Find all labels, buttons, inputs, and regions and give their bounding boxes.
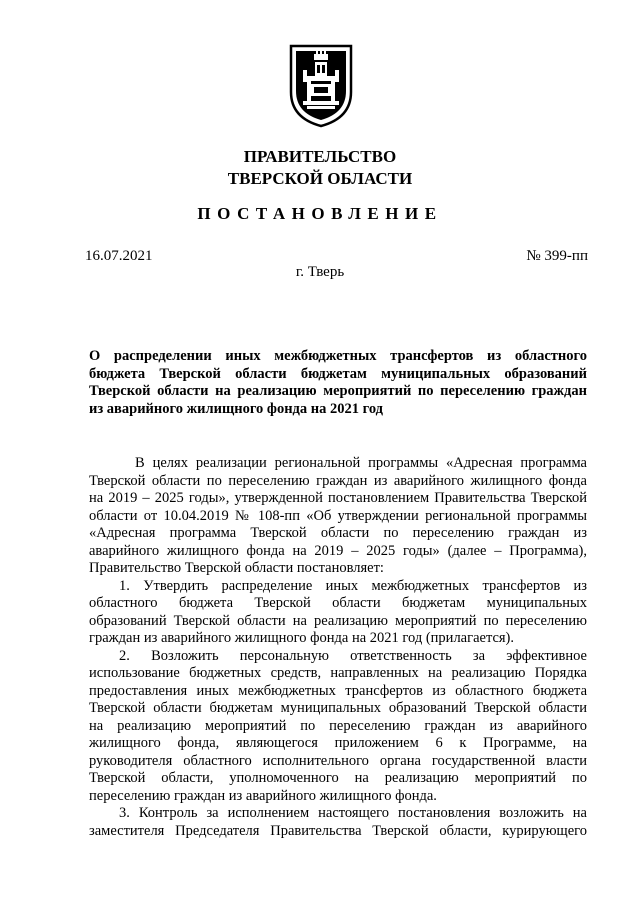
body-line: переселению граждан из аварийного жилищного фонда. <box>89 787 437 804</box>
document-body <box>89 455 587 840</box>
body-line: предоставления иных межбюджетных трансфертов из областного бюджета <box>89 682 587 699</box>
tver-coat-of-arms-icon <box>285 40 357 128</box>
body-line: на 2019 – 2025 годы», утвержденной постановлением Правительства Тверской <box>89 490 587 506</box>
org-line-1: ПРАВИТЕЛЬСТВО <box>243 147 397 166</box>
body-line: 2. Возложить персональную ответственность за эффективное <box>119 647 587 664</box>
document-city: г. Тверь <box>295 264 345 280</box>
body-line: Тверской области бюджетам муниципальных образований Тверской области <box>89 700 587 716</box>
body-line: области от 10.04.2019 № 108-пп «Об утверждении региональной программы <box>89 507 587 524</box>
body-line: областного бюджета Тверской области бюджетам муниципальных <box>89 595 587 611</box>
document-type: ПОСТАНОВЛЕНИЕ <box>197 204 443 223</box>
document-heading <box>89 348 587 418</box>
body-line: заместителя Председателя Правительства Тверской области, курирующего <box>89 822 587 839</box>
org-line-2: ТВЕРСКОЙ ОБЛАСТИ <box>227 169 413 188</box>
body-line: Правительство Тверской области постановляет: <box>89 560 384 576</box>
document-number: № 399-пп <box>526 248 588 264</box>
body-line: руководителя областного исполнительного органа государственной власти <box>89 752 587 769</box>
body-line: 3. Контроль за исполнением настоящего постановления возложить на <box>119 805 587 821</box>
body-line: 1. Утвердить распределение иных межбюджетных трансфертов из <box>119 577 587 594</box>
document-date: 16.07.2021 <box>85 248 153 264</box>
body-line: В целях реализации региональной программы «Адресная программа <box>135 455 587 471</box>
body-line: граждан из аварийного жилищного фонда на 2021 год (прилагается). <box>89 630 515 646</box>
heading-line: из аварийного жилищного фонда на 2021 год <box>89 400 384 417</box>
body-line: использование бюджетных средств, направленных на реализацию Порядка <box>89 665 587 681</box>
heading-line: О распределении иных межбюджетных трансфертов из областного <box>89 348 587 364</box>
body-line: Тверской области по переселению граждан из аварийного жилищного фонда <box>89 472 587 489</box>
body-line: образований Тверской области на реализацию мероприятий по переселению <box>89 612 587 629</box>
body-line: аварийного жилищного фонда на 2019 – 2025 годы» (далее – Программа), <box>89 542 587 559</box>
body-line: жилищного фонда, являющегося приложением 6 к Программе, на <box>89 735 587 751</box>
body-line: «Адресная программа Тверской области по переселению граждан из <box>89 525 587 541</box>
body-line: на реализацию мероприятий по переселению граждан из аварийного <box>89 717 587 734</box>
heading-line: Тверской области на реализацию мероприятий по переселению граждан <box>89 383 587 399</box>
body-line: Тверской области, уполномоченного на реализацию мероприятий по <box>89 770 587 786</box>
organization-name <box>0 146 640 190</box>
heading-line: бюджета Тверской области бюджетам муниципальных образований <box>89 365 587 382</box>
